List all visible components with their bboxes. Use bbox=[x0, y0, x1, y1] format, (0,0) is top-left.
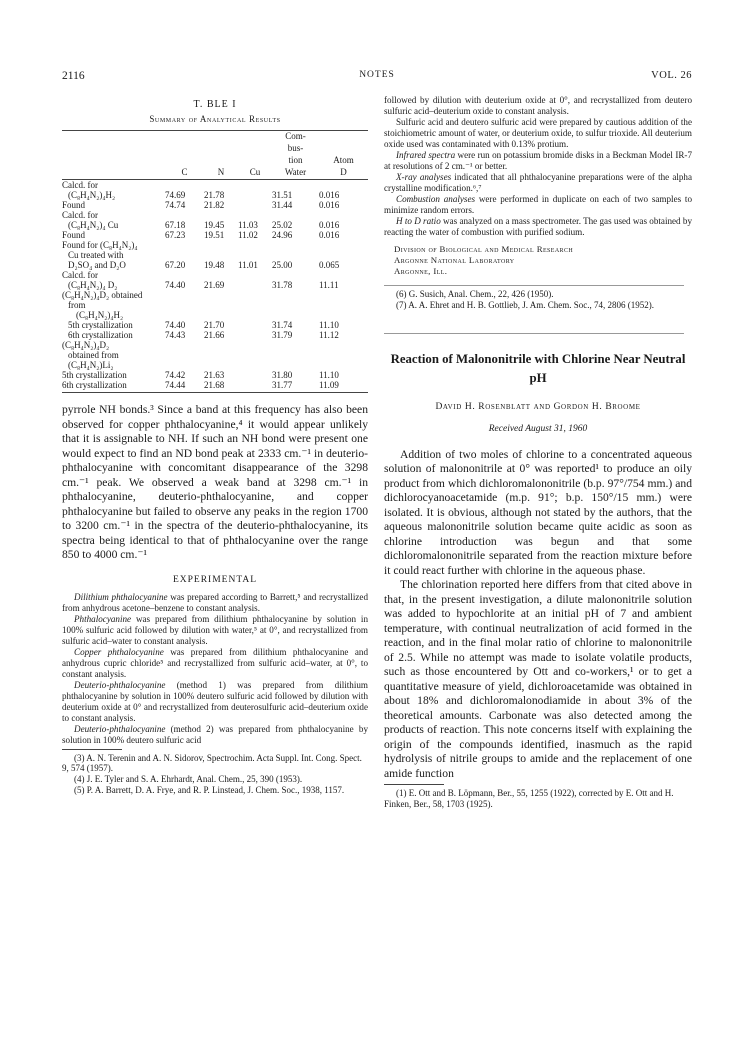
methods-paragraphs bbox=[384, 117, 692, 238]
table-row bbox=[62, 330, 368, 340]
running-header bbox=[62, 70, 692, 84]
cell-n: 21.70 bbox=[204, 320, 225, 330]
col-header-combustion-1: Com- bbox=[272, 131, 319, 144]
reference: (6) G. Susich, Anal. Chem., 22, 426 (1950). bbox=[396, 289, 554, 299]
cell-d: 0.016 bbox=[319, 190, 340, 200]
section-name: NOTES bbox=[359, 70, 395, 80]
paragraph-text: (method 1) was prepared from dilithium phthalocyanine by solution in 100% deutero sulfuric acid followed by dilution with deuterium oxide at 0° and recrystallized from deuterosulfuric acid–deuterium oxide to constant analysis. bbox=[62, 679, 368, 723]
col-header-combustion-3: tion bbox=[288, 155, 303, 165]
cell-d: 0.065 bbox=[319, 260, 340, 270]
cell-d: 11.10 bbox=[319, 370, 339, 380]
cell-n: 21.69 bbox=[204, 280, 225, 290]
reference: (7) A. A. Ehret and H. B. Gottlieb, J. Am. Chem. Soc., 74, 2806 (1952). bbox=[396, 299, 654, 310]
cell-d bbox=[319, 270, 368, 280]
cell-w bbox=[272, 270, 319, 280]
paragraph-text: was prepared from dilithium phthalocyanine and anhydrous cupric chloride⁵ and recrystallized from sulfuric acid–water, at 0°, to constant analysis. bbox=[62, 646, 369, 679]
table-row bbox=[62, 290, 368, 300]
cell-w bbox=[272, 310, 319, 320]
cell-d: 11.12 bbox=[319, 330, 339, 340]
cell-cu: 11.03 bbox=[238, 220, 258, 230]
article-divider bbox=[384, 333, 684, 334]
row-label: (C₈H₄N₂)₄ D₂ bbox=[68, 280, 118, 290]
cell-w bbox=[272, 360, 319, 370]
cell-w: 31.74 bbox=[272, 320, 293, 330]
cell-w: 24.96 bbox=[272, 230, 293, 240]
analytical-results-table bbox=[62, 130, 368, 393]
cell-n: 19.45 bbox=[204, 220, 225, 230]
cell-n bbox=[204, 340, 238, 350]
col-header-water: Water bbox=[272, 167, 319, 180]
compound-term: Deuterio-phthalocyanine bbox=[74, 679, 166, 690]
cell-c bbox=[165, 310, 204, 320]
footnote: (5) P. A. Barrett, D. A. Frye, and R. P. Linstead, J. Chem. Soc., 1938, 1157. bbox=[74, 784, 345, 795]
row-label: Calcd. for bbox=[62, 210, 98, 220]
cell-d bbox=[319, 240, 368, 250]
cell-c: 74.40 bbox=[165, 280, 186, 290]
cell-cu bbox=[238, 380, 272, 393]
cell-c bbox=[165, 340, 204, 350]
paragraph-text: Sulfuric acid and deutero sulfuric acid were prepared by cautious addition of the stoichiometric amount of water, or deuterium oxide, to sulfur trioxide. All deuterium oxide used was contaminated with 0.13% protium. bbox=[384, 117, 692, 149]
cell-w bbox=[272, 240, 319, 250]
article-title: Reaction of Malononitrile with Chlorine Near Neutral pH bbox=[390, 351, 686, 385]
experimental-heading: EXPERIMENTAL bbox=[172, 574, 258, 585]
cell-c bbox=[165, 240, 204, 250]
cell-cu bbox=[238, 370, 272, 380]
experimental-paragraph bbox=[62, 592, 368, 614]
method-term: Infrared spectra bbox=[396, 150, 456, 160]
row-label: (C₈H₄N₂)₄ Cu bbox=[68, 220, 119, 230]
compound-term: Deuterio-phthalocyanine bbox=[74, 723, 166, 734]
paragraph-text: (method 2) was prepared from phthalocyanine by solution in 100% deutero sulfuric acid bbox=[62, 723, 368, 745]
cell-n bbox=[204, 360, 238, 370]
references-rule bbox=[384, 285, 684, 286]
col-header-atom: Atom bbox=[333, 155, 354, 165]
cell-cu: 11.01 bbox=[238, 260, 258, 270]
table-row bbox=[62, 190, 368, 200]
cell-c: 74.42 bbox=[165, 370, 186, 380]
paragraph-text: was prepared from dilithium phthalocyanine by solution in 100% sulfuric acid followed by dilution with water,⁵ at 0°, and recrystallized from sulfuric acid–water to constant analysis. bbox=[62, 613, 368, 646]
page-number: 2116 bbox=[62, 70, 85, 82]
table-row bbox=[62, 260, 368, 270]
affiliation-line: Argonne National Laboratory bbox=[394, 255, 515, 265]
table-row bbox=[62, 280, 368, 290]
cell-w bbox=[272, 300, 319, 310]
cell-c: 67.18 bbox=[165, 220, 186, 230]
experimental-paragraph bbox=[62, 680, 368, 724]
table-title: T. BLE I bbox=[193, 99, 237, 110]
footnotes bbox=[62, 753, 368, 796]
cell-c: 74.74 bbox=[165, 200, 186, 210]
paragraph-text: indicated that all phthalocyanine preparations were of the alpha crystalline modification.⁶,⁷ bbox=[384, 172, 693, 193]
cell-w bbox=[272, 350, 319, 360]
cell-c bbox=[165, 210, 204, 220]
right-column bbox=[384, 95, 692, 810]
col-header-c: C bbox=[165, 167, 204, 180]
body-paragraph: pyrrole NH bonds.³ Since a band at this frequency has also been observed for copper phthalocyanine,⁴ it would appear unlikely that it is assignable to NH. If such an NH bond were present one would expect to find an ND bond peak at 2333 cm.⁻¹ in deuterio-phthalocyanine with concomitant disappearance of the 3298 cm.⁻¹ peak. We observed a weak band at 3298 cm.⁻¹ in phthalocyanine, deuterio-phthalocyanine, and copper phthalocyanine but failed to observe any peaks in the region 1700 to 3200 cm.⁻¹ in the spectra of the deuterio-phthalocyanine, its spectra being identical to that of phthalocyanine over the range 850 to 4000 cm.⁻¹ bbox=[62, 403, 368, 561]
cell-cu bbox=[238, 270, 272, 280]
paragraph-text: were performed in duplicate on each of two samples to minimize random errors. bbox=[384, 194, 692, 215]
cell-c bbox=[165, 270, 204, 280]
table-subtitle: Summary of Analytical Results bbox=[149, 114, 281, 124]
cell-w: 31.44 bbox=[272, 200, 293, 210]
table-row bbox=[62, 300, 368, 310]
received-date: Received August 31, 1960 bbox=[488, 423, 588, 434]
cell-n bbox=[204, 270, 238, 280]
cell-d bbox=[319, 210, 368, 220]
cell-n: 19.48 bbox=[204, 260, 225, 270]
cell-d bbox=[319, 250, 368, 260]
cell-d bbox=[319, 300, 368, 310]
cell-n bbox=[204, 350, 238, 360]
affiliation-line: Argonne, Ill. bbox=[394, 266, 448, 276]
cell-w bbox=[272, 250, 319, 260]
cell-w bbox=[272, 290, 319, 300]
affiliation-line: Division of Biological and Medical Research bbox=[394, 244, 574, 254]
col-header-cu: Cu bbox=[238, 167, 272, 180]
cell-cu bbox=[238, 290, 272, 300]
continued-paragraph: followed by dilution with deuterium oxide at 0°, and recrystallized from deutero sulfuric acid–deuterium oxide to constant analysis. bbox=[384, 95, 692, 116]
cell-w: 31.78 bbox=[272, 280, 293, 290]
cell-d: 0.016 bbox=[319, 200, 340, 210]
cell-cu bbox=[238, 340, 272, 350]
cell-w: 31.79 bbox=[272, 330, 293, 340]
table-row bbox=[62, 210, 368, 220]
col-header-n: N bbox=[204, 167, 238, 180]
cell-n bbox=[204, 300, 238, 310]
volume-label: VOL. 26 bbox=[651, 70, 692, 81]
cell-cu bbox=[238, 330, 272, 340]
cell-n: 21.82 bbox=[204, 200, 225, 210]
cell-d: 11.11 bbox=[319, 280, 339, 290]
row-label: 5th crystallization bbox=[62, 370, 127, 380]
cell-n: 21.66 bbox=[204, 330, 225, 340]
cell-d bbox=[319, 290, 368, 300]
cell-n bbox=[204, 180, 238, 191]
method-term: X-ray analyses bbox=[396, 172, 452, 182]
footnote-rule bbox=[62, 749, 122, 750]
row-label: from bbox=[68, 300, 86, 310]
row-label: Found bbox=[62, 200, 86, 210]
cell-w bbox=[272, 340, 319, 350]
row-label: (C₈H₄N₂)₄D₂ bbox=[62, 340, 110, 350]
cell-n: 19.51 bbox=[204, 230, 225, 240]
row-label: Cu treated with bbox=[68, 250, 124, 260]
cell-d: 11.09 bbox=[319, 380, 368, 393]
article-authors: David H. Rosenblatt and Gordon H. Broome bbox=[435, 401, 641, 412]
cell-cu bbox=[238, 300, 272, 310]
cell-n: 21.78 bbox=[204, 190, 225, 200]
cell-cu bbox=[238, 200, 272, 210]
cell-c: 67.23 bbox=[165, 230, 186, 240]
cell-cu bbox=[238, 180, 272, 191]
cell-c bbox=[165, 300, 204, 310]
paragraph-text: was analyzed on a mass spectrometer. The gas used was obtained by reacting the water of combustion with purified sodium. bbox=[384, 216, 692, 237]
col-header-d: D bbox=[319, 167, 368, 180]
cell-w: 25.00 bbox=[272, 260, 293, 270]
method-term: H to D ratio bbox=[396, 216, 441, 226]
article-body bbox=[384, 448, 692, 782]
experimental-paragraph bbox=[62, 614, 368, 647]
cell-c bbox=[165, 290, 204, 300]
row-label: Calcd. for bbox=[62, 180, 98, 190]
paragraph-text: was prepared according to Barrett,⁵ and recrystallized from anhydrous acetone–benzene to constant analysis. bbox=[62, 591, 368, 613]
row-label: 6th crystallization bbox=[62, 380, 165, 393]
cell-d bbox=[319, 350, 368, 360]
col-header-combustion-2: bus- bbox=[287, 143, 304, 153]
methods-paragraph bbox=[384, 216, 692, 238]
cell-cu bbox=[238, 240, 272, 250]
table-row bbox=[62, 310, 368, 320]
cell-c: 74.43 bbox=[165, 330, 186, 340]
methods-paragraph bbox=[384, 172, 692, 194]
cell-d bbox=[319, 340, 368, 350]
table-row bbox=[62, 270, 368, 280]
table-row bbox=[62, 250, 368, 260]
methods-paragraph bbox=[384, 150, 692, 172]
methods-paragraph bbox=[384, 194, 692, 216]
cell-cu bbox=[238, 190, 272, 200]
article-footnote: (1) E. Ott and B. Löpmann, Ber., 55, 1255 (1922), corrected by E. Ott and H. Finken, Ber., 58, 1703 (1925). bbox=[384, 788, 674, 809]
row-label: Found bbox=[62, 230, 86, 240]
cell-d: 0.016 bbox=[319, 220, 340, 230]
footnote: (3) A. N. Terenin and A. N. Sidorov, Spectrochim. Acta Suppl. Int. Cong. Spect. 9, 574 (1957). bbox=[62, 752, 362, 774]
table-row bbox=[62, 350, 368, 360]
cell-c: 74.69 bbox=[165, 190, 186, 200]
cell-cu bbox=[238, 350, 272, 360]
experimental-paragraph bbox=[62, 647, 368, 680]
cell-c bbox=[165, 350, 204, 360]
cell-c: 67.20 bbox=[165, 260, 186, 270]
table-row bbox=[62, 180, 368, 191]
cell-cu bbox=[238, 280, 272, 290]
cell-n: 21.68 bbox=[204, 380, 238, 393]
compound-term: Phthalocyanine bbox=[74, 613, 132, 624]
table-row bbox=[62, 380, 368, 393]
cell-cu bbox=[238, 320, 272, 330]
references bbox=[384, 289, 692, 311]
row-label: (C₈H₄N₂)₄D₂ obtained bbox=[62, 290, 143, 300]
cell-w bbox=[272, 210, 319, 220]
footnote: (4) J. E. Tyler and S. A. Ehrhardt, Anal. Chem., 25, 390 (1953). bbox=[74, 774, 303, 785]
cell-d: 0.016 bbox=[319, 230, 340, 240]
cell-cu bbox=[238, 360, 272, 370]
row-label: D₂SO₄ and D₂O bbox=[68, 260, 126, 270]
cell-n: 21.63 bbox=[204, 370, 225, 380]
row-label: 6th crystallization bbox=[68, 330, 133, 340]
cell-n bbox=[204, 290, 238, 300]
methods-paragraph bbox=[384, 117, 692, 150]
table-row bbox=[62, 220, 368, 230]
cell-n bbox=[204, 240, 238, 250]
article-footnote-rule bbox=[384, 784, 444, 785]
experimental-paragraph bbox=[62, 724, 368, 746]
cell-c: 74.44 bbox=[165, 380, 204, 393]
row-label: Calcd. for bbox=[62, 270, 98, 280]
experimental-section bbox=[62, 592, 368, 746]
cell-w: 31.51 bbox=[272, 190, 293, 200]
cell-cu bbox=[238, 210, 272, 220]
table-row bbox=[62, 360, 368, 370]
cell-d bbox=[319, 360, 368, 370]
cell-w: 25.02 bbox=[272, 220, 293, 230]
table-row bbox=[62, 200, 368, 210]
cell-c bbox=[165, 250, 204, 260]
cell-d bbox=[319, 180, 368, 191]
row-label: obtained from bbox=[68, 350, 119, 360]
row-label: (C₈H₄N₂)₄H₂ bbox=[76, 310, 124, 320]
table-row bbox=[62, 320, 368, 330]
cell-c bbox=[165, 180, 204, 191]
cell-w bbox=[272, 180, 319, 191]
cell-n bbox=[204, 250, 238, 260]
article-paragraph: Addition of two moles of chlorine to a concentrated aqueous solution of malononitrile at 0° was reported¹ to produce an oily product from which dichloromalononitrile (b.p. 97°/754 mm.) and dichlorocyanoacetamide (m.p. 91°; b.p. 150°/15 mm.) were isolated. It is obvious, although not stated by the authors, that the aqueous malononitrile solution became quite acidic as soon as chlorine introduction was begun and that some dichloromalononitrile separated from the reaction mixture before it could react further with chlorine in the aqueous phase. bbox=[384, 447, 692, 577]
compound-term: Dilithium phthalocyanine bbox=[74, 591, 168, 602]
table-row bbox=[62, 230, 368, 240]
row-label: 5th crystallization bbox=[68, 320, 133, 330]
article-paragraph: The chlorination reported here differs from that cited above in that, in the present investigation, a dilute malononitrile solution was added to hypochlorite at an initial pH of 7 and ambient temperature, with continual neutralization of acid formed in the reaction, and in the final molar ratio of chlorine to malononitrile of 2.5. While no attempt was made to isolate volatile products, such as those encountered by Ott and co-workers,¹ or to get a quantitative measure of yield, dichloroacetamide was obtained in about 18% and dichloromalonodiamide in about 3% of the theoretical amounts. Carbonate was also detected among the products of reaction. This note concerns itself with explaining the origin of the compounds identified, inasmuch as the rapid hydrolysis of nitrile groups to amide and the replacement of one amide function bbox=[384, 578, 692, 780]
cell-c: 74.40 bbox=[165, 320, 186, 330]
row-label: (C₈H₄N₂)₄H₂ bbox=[68, 190, 116, 200]
table-row bbox=[62, 240, 368, 250]
cell-cu: 11.02 bbox=[238, 230, 258, 240]
table-row bbox=[62, 370, 368, 380]
row-label: (C₈H₄N₂)Li₂ bbox=[68, 360, 114, 370]
paragraph-text: were run on potassium bromide disks in a Beckman Model IR-7 at resolutions of 2 cm.⁻¹ or better. bbox=[384, 150, 692, 171]
cell-cu bbox=[238, 250, 272, 260]
compound-term: Copper phthalocyanine bbox=[74, 646, 164, 657]
cell-c bbox=[165, 360, 204, 370]
cell-n bbox=[204, 310, 238, 320]
affiliation bbox=[394, 244, 692, 277]
row-label: Found for (C₈H₄N₂)₄ bbox=[62, 240, 138, 250]
cell-n bbox=[204, 210, 238, 220]
cell-w: 31.80 bbox=[272, 370, 293, 380]
cell-cu bbox=[238, 310, 272, 320]
left-column bbox=[62, 95, 368, 796]
cell-w: 31.77 bbox=[272, 380, 319, 393]
cell-d: 11.10 bbox=[319, 320, 339, 330]
table-row bbox=[62, 340, 368, 350]
method-term: Combustion analyses bbox=[396, 194, 476, 204]
cell-d bbox=[319, 310, 368, 320]
